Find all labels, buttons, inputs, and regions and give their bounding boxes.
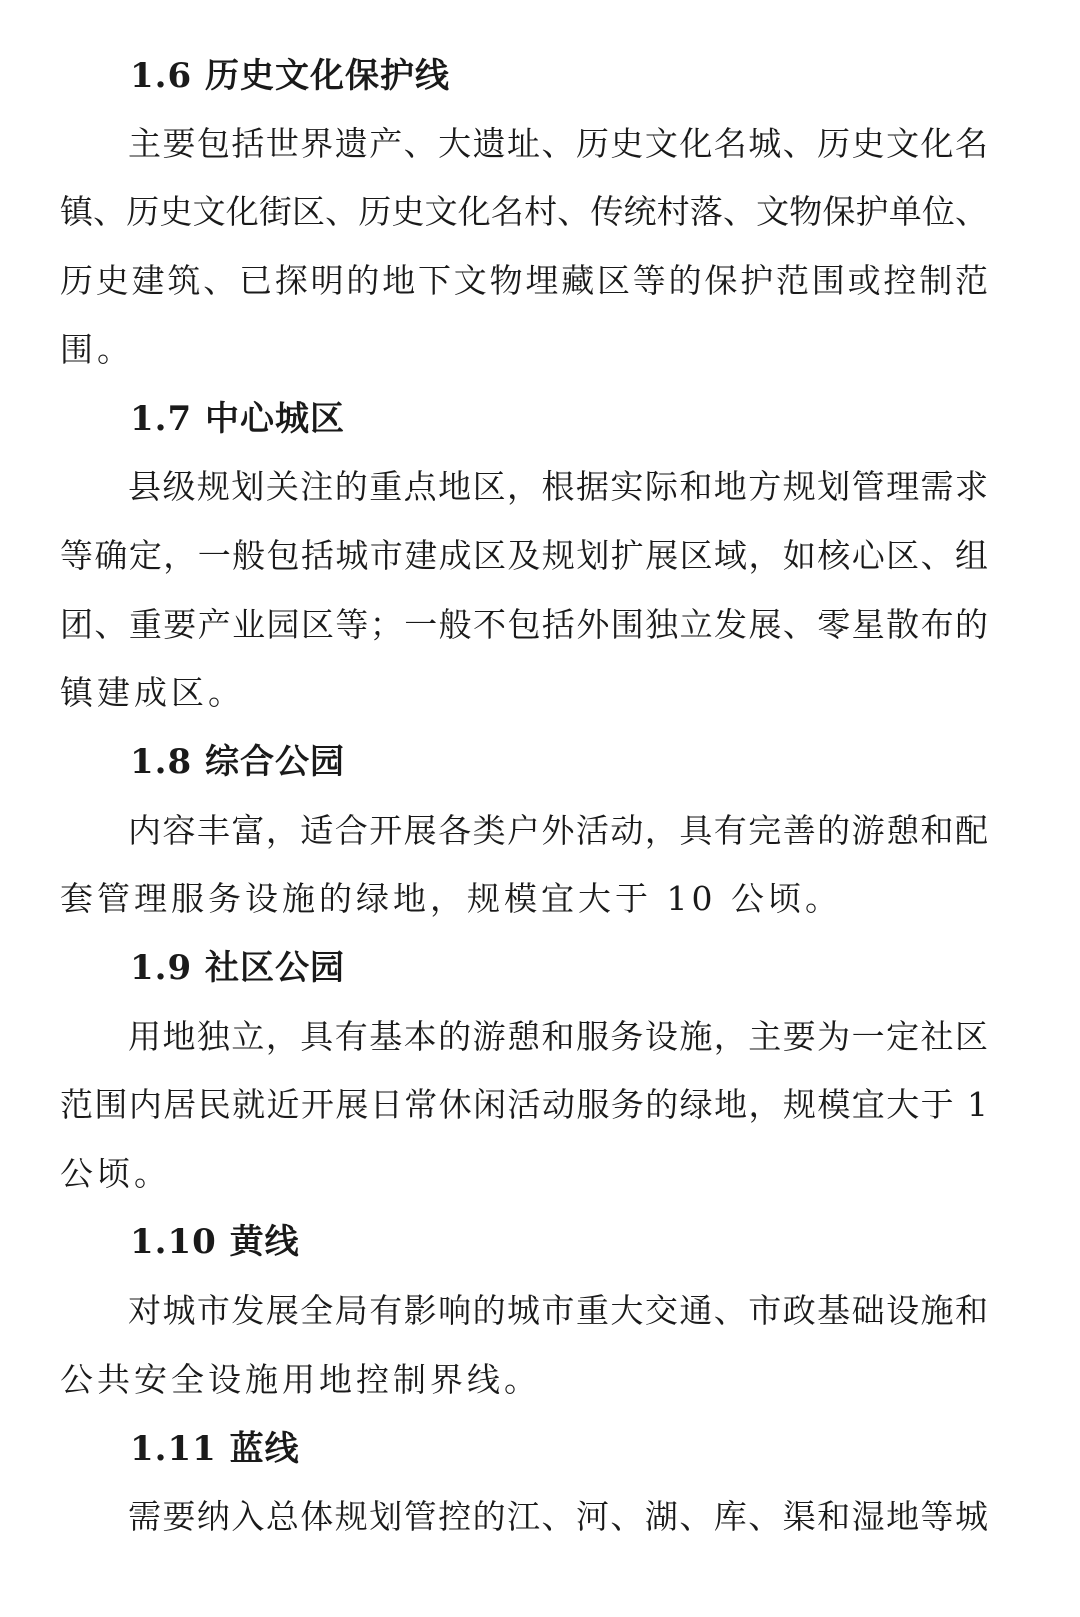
paragraph-line: 公顷。	[60, 1154, 171, 1193]
paragraph-line: 围。	[60, 330, 134, 369]
paragraph-line: 对城市发展全局有影响的城市重大交通、市政基础设施和	[128, 1291, 988, 1330]
paragraph-line: 历史建筑、已探明的地下文物埋藏区等的保护范围或控制范	[60, 261, 988, 300]
paragraph-line: 公共安全设施用地控制界线。	[60, 1360, 541, 1399]
section-heading-1-9: 1.9 社区公园	[130, 948, 345, 988]
paragraph-line: 等确定，一般包括城市建成区及规划扩展区域，如核心区、组	[60, 536, 988, 575]
paragraph-line: 主要包括世界遗产、大遗址、历史文化名城、历史文化名	[128, 124, 988, 163]
paragraph-line: 镇、历史文化街区、历史文化名村、传统村落、文物保护单位、	[60, 192, 988, 231]
paragraph-line: 县级规划关注的重点地区，根据实际和地方规划管理需求	[128, 467, 988, 506]
paragraph-line: 用地独立，具有基本的游憩和服务设施，主要为一定社区	[128, 1017, 988, 1056]
paragraph-line: 范围内居民就近开展日常休闲活动服务的绿地，规模宜大于 1	[60, 1085, 988, 1124]
paragraph-line: 套管理服务设施的绿地，规模宜大于 10 公顷。	[60, 879, 842, 918]
section-heading-1-6: 1.6 历史文化保护线	[130, 56, 450, 96]
paragraph-line: 内容丰富，适合开展各类户外活动，具有完善的游憩和配	[128, 811, 988, 850]
section-heading-1-8: 1.8 综合公园	[130, 742, 345, 782]
paragraph-line: 团、重要产业园区等；一般不包括外围独立发展、零星散布的	[60, 605, 988, 644]
paragraph-line: 需要纳入总体规划管控的江、河、湖、库、渠和湿地等城	[128, 1497, 988, 1536]
section-heading-1-11: 1.11 蓝线	[130, 1429, 300, 1469]
section-heading-1-7: 1.7 中心城区	[130, 399, 345, 439]
section-heading-1-10: 1.10 黄线	[130, 1222, 300, 1262]
paragraph-line: 镇建成区。	[60, 673, 245, 712]
